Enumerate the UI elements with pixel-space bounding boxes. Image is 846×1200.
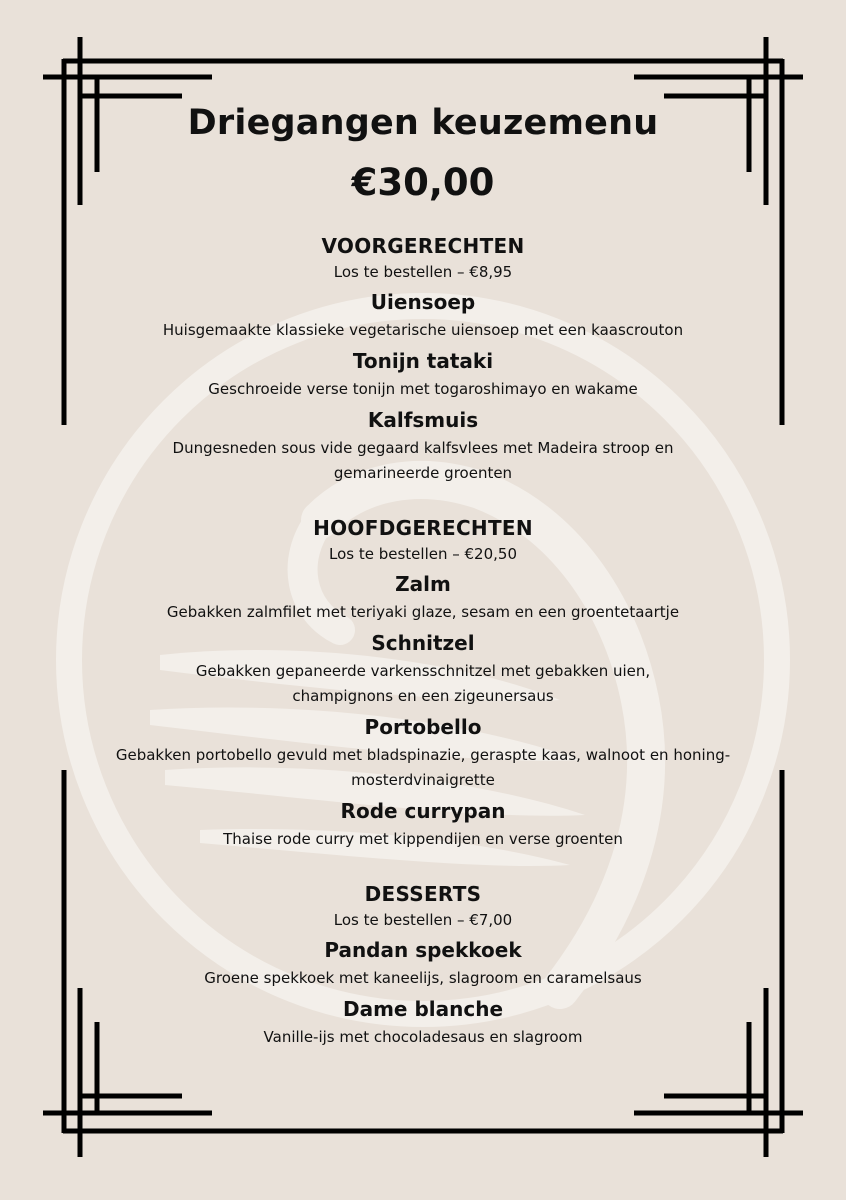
dish-description: Gebakken gepaneerde varkensschnitzel met gebakken uien, champignons en een zigeunersaus	[195, 662, 651, 705]
dish-description: Geschroeide verse tonijn met togaroshimayo en wakame	[208, 380, 638, 398]
section-hoofdgerechten	[100, 514, 746, 852]
dish-name: Kalfsmuis	[367, 408, 479, 432]
dish-name: Uiensoep	[370, 290, 476, 314]
menu-price: €30,00	[351, 161, 495, 204]
dish-description: Gebakken zalmfilet met teriyaki glaze, sesam en een groentetaartje	[166, 603, 680, 621]
dish-name: Rode currypan	[340, 799, 506, 823]
dish-name: Pandan spekkoek	[324, 938, 522, 962]
section-price-note: Los te bestellen – €20,50	[329, 545, 517, 563]
dish-description: Dungesneden sous vide gegaard kalfsvlees met Madeira stroop en gemarineerde groenten	[172, 439, 674, 482]
dish-name: Portobello	[364, 715, 482, 739]
section-title: DESSERTS	[364, 882, 482, 906]
section-title: HOOFDGERECHTEN	[313, 516, 533, 540]
section-desserts	[100, 880, 746, 1050]
section-price-note: Los te bestellen – €8,95	[333, 263, 513, 281]
section-voorgerechten	[100, 232, 746, 486]
dish-description: Thaise rode curry met kippendijen en verse groenten	[223, 830, 623, 848]
dish-description: Vanille-ijs met chocoladesaus en slagroom	[263, 1028, 583, 1046]
dish-name: Tonijn tataki	[352, 349, 494, 373]
section-title: VOORGERECHTEN	[321, 234, 525, 258]
menu-title: Driegangen keuzemenu	[187, 103, 659, 143]
dish-description: Groene spekkoek met kaneelijs, slagroom en caramelsaus	[204, 969, 642, 987]
menu-content	[100, 96, 746, 1078]
section-price-note: Los te bestellen – €7,00	[333, 911, 513, 929]
dish-description: Gebakken portobello gevuld met bladspinazie, geraspte kaas, walnoot en honing- mosterdvinaigrette	[115, 746, 731, 789]
dish-name: Schnitzel	[371, 631, 475, 655]
dish-description: Huisgemaakte klassieke vegetarische uiensoep met een kaascrouton	[162, 321, 684, 339]
dish-name: Dame blanche	[342, 997, 504, 1021]
dish-name: Zalm	[395, 572, 451, 596]
